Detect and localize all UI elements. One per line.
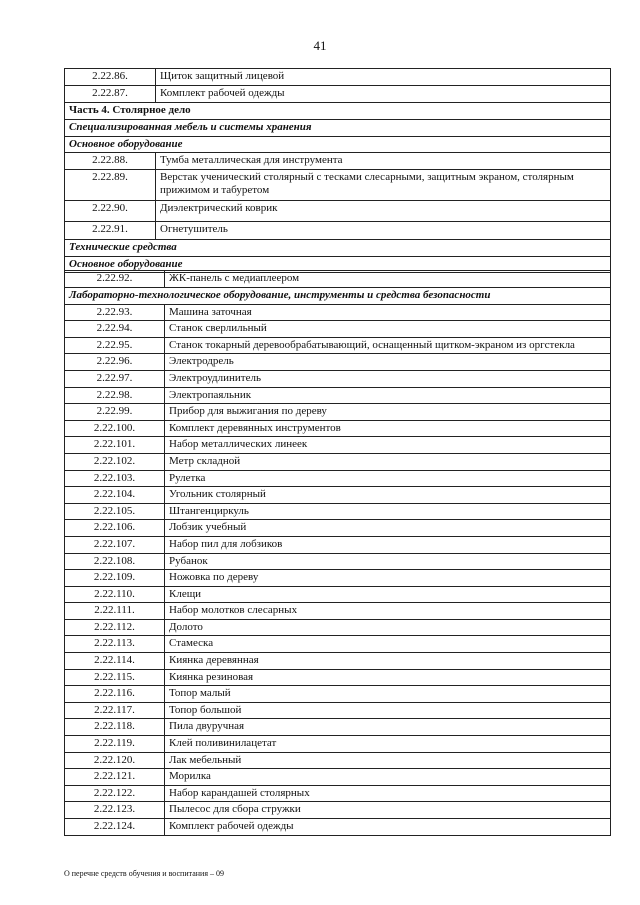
table-row	[65, 603, 611, 620]
item-name: Набор карандашей столярных	[165, 785, 611, 802]
item-name: Киянка резиновая	[165, 669, 611, 686]
item-name: Верстак ученический столярный с тесками слесарными, защитным экраном, столярным прижимом и табуретом	[156, 170, 611, 201]
table-row	[65, 653, 611, 670]
item-name: Прибор для выжигания по дереву	[165, 404, 611, 421]
equipment-table-upper	[64, 68, 611, 273]
item-number: 2.22.105.	[65, 503, 165, 520]
subsection-heading: Лабораторно-технологическое оборудование, инструменты и средства безопасности	[65, 288, 611, 305]
item-number: 2.22.118.	[65, 719, 165, 736]
item-name: Пылесос для сбора стружки	[165, 802, 611, 819]
table-row	[65, 153, 611, 170]
item-number: 2.22.108.	[65, 553, 165, 570]
item-name: Долото	[165, 619, 611, 636]
item-number: 2.22.116.	[65, 686, 165, 703]
table-row	[65, 170, 611, 201]
item-number: 2.22.101.	[65, 437, 165, 454]
item-number: 2.22.109.	[65, 570, 165, 587]
item-number: 2.22.91.	[65, 222, 156, 240]
item-name: Рубанок	[165, 553, 611, 570]
item-name: Электродрель	[165, 354, 611, 371]
table-row	[65, 321, 611, 338]
table-row	[65, 337, 611, 354]
table-row	[65, 437, 611, 454]
item-name: Ножовка по дереву	[165, 570, 611, 587]
table-row	[65, 769, 611, 786]
item-number: 2.22.89.	[65, 170, 156, 201]
item-number: 2.22.124.	[65, 819, 165, 836]
item-name: Комплект рабочей одежды	[156, 86, 611, 103]
table-row	[65, 370, 611, 387]
table-row	[65, 354, 611, 371]
table-row	[65, 420, 611, 437]
table-row	[65, 536, 611, 553]
item-name: Щиток защитный лицевой	[156, 69, 611, 86]
item-number: 2.22.104.	[65, 487, 165, 504]
page-number: 41	[313, 38, 327, 53]
table-row	[65, 636, 611, 653]
table-row	[65, 752, 611, 769]
item-name: Диэлектрический коврик	[156, 201, 611, 222]
item-number: 2.22.95.	[65, 337, 165, 354]
item-name: Электропаяльник	[165, 387, 611, 404]
item-number: 2.22.99.	[65, 404, 165, 421]
item-name: Электроудлинитель	[165, 370, 611, 387]
table-row	[65, 619, 611, 636]
table-row	[65, 785, 611, 802]
table-row	[65, 736, 611, 753]
subsection-heading: Основное оборудование	[65, 257, 611, 273]
item-name: Клей поливинилацетат	[165, 736, 611, 753]
item-name: Стамеска	[165, 636, 611, 653]
item-number: 2.22.102.	[65, 453, 165, 470]
subsection-heading-row	[65, 120, 611, 137]
item-number: 2.22.98.	[65, 387, 165, 404]
table-row	[65, 586, 611, 603]
table-row	[65, 387, 611, 404]
equipment-table-upper-body	[65, 69, 611, 273]
item-number: 2.22.123.	[65, 802, 165, 819]
item-name: Топор большой	[165, 702, 611, 719]
item-number: 2.22.110.	[65, 586, 165, 603]
subsection-heading: Технические средства	[65, 240, 611, 257]
footer-note: О перечне средств обучения и воспитания – 09	[64, 869, 224, 878]
item-name: Набор металлических линеек	[165, 437, 611, 454]
item-name: Лобзик учебный	[165, 520, 611, 537]
subsection-heading-row	[65, 288, 611, 305]
item-number: 2.22.88.	[65, 153, 156, 170]
item-name: Набор пил для лобзиков	[165, 536, 611, 553]
subsection-heading-row	[65, 137, 611, 153]
table-row	[65, 669, 611, 686]
subsection-heading: Основное оборудование	[65, 137, 611, 153]
table-row	[65, 201, 611, 222]
item-number: 2.22.93.	[65, 304, 165, 321]
table-row	[65, 487, 611, 504]
table-row	[65, 520, 611, 537]
item-name: Станок токарный деревообрабатывающий, оснащенный щитком-экраном из оргстекла	[165, 337, 611, 354]
table-row	[65, 69, 611, 86]
table-row	[65, 271, 611, 288]
subsection-heading-row	[65, 240, 611, 257]
item-name: Метр складной	[165, 453, 611, 470]
item-number: 2.22.97.	[65, 370, 165, 387]
item-number: 2.22.94.	[65, 321, 165, 338]
equipment-table-lower	[64, 270, 611, 836]
item-name: Угольник столярный	[165, 487, 611, 504]
item-number: 2.22.112.	[65, 619, 165, 636]
item-number: 2.22.114.	[65, 653, 165, 670]
item-number: 2.22.96.	[65, 354, 165, 371]
item-number: 2.22.117.	[65, 702, 165, 719]
table-row	[65, 222, 611, 240]
section-heading-row	[65, 103, 611, 120]
item-name: Тумба металлическая для инструмента	[156, 153, 611, 170]
item-name: Морилка	[165, 769, 611, 786]
table-row	[65, 802, 611, 819]
item-number: 2.22.120.	[65, 752, 165, 769]
item-name: Комплект деревянных инструментов	[165, 420, 611, 437]
subsection-heading: Специализированная мебель и системы хранения	[65, 120, 611, 137]
item-number: 2.22.106.	[65, 520, 165, 537]
equipment-table-lower-body	[65, 271, 611, 836]
table-row	[65, 719, 611, 736]
table-row	[65, 686, 611, 703]
item-number: 2.22.100.	[65, 420, 165, 437]
table-row	[65, 503, 611, 520]
item-name: Топор малый	[165, 686, 611, 703]
item-number: 2.22.86.	[65, 69, 156, 86]
table-row	[65, 453, 611, 470]
table-row	[65, 702, 611, 719]
item-name: Машина заточная	[165, 304, 611, 321]
item-number: 2.22.119.	[65, 736, 165, 753]
table-row	[65, 404, 611, 421]
item-name: Лак мебельный	[165, 752, 611, 769]
item-number: 2.22.92.	[65, 271, 165, 288]
item-number: 2.22.107.	[65, 536, 165, 553]
item-name: Огнетушитель	[156, 222, 611, 240]
table-row	[65, 553, 611, 570]
item-number: 2.22.115.	[65, 669, 165, 686]
item-name: ЖК-панель с медиаплеером	[165, 271, 611, 288]
item-number: 2.22.103.	[65, 470, 165, 487]
item-name: Рулетка	[165, 470, 611, 487]
item-name: Станок сверлильный	[165, 321, 611, 338]
item-name: Пила двуручная	[165, 719, 611, 736]
table-row	[65, 304, 611, 321]
table-row	[65, 470, 611, 487]
item-number: 2.22.111.	[65, 603, 165, 620]
item-number: 2.22.87.	[65, 86, 156, 103]
item-name: Набор молотков слесарных	[165, 603, 611, 620]
item-number: 2.22.122.	[65, 785, 165, 802]
table-row	[65, 86, 611, 103]
item-name: Киянка деревянная	[165, 653, 611, 670]
item-number: 2.22.113.	[65, 636, 165, 653]
item-name: Комплект рабочей одежды	[165, 819, 611, 836]
table-row	[65, 819, 611, 836]
item-number: 2.22.90.	[65, 201, 156, 222]
section-heading: Часть 4. Столярное дело	[65, 103, 611, 120]
item-name: Клещи	[165, 586, 611, 603]
table-row	[65, 570, 611, 587]
item-name: Штангенциркуль	[165, 503, 611, 520]
item-number: 2.22.121.	[65, 769, 165, 786]
